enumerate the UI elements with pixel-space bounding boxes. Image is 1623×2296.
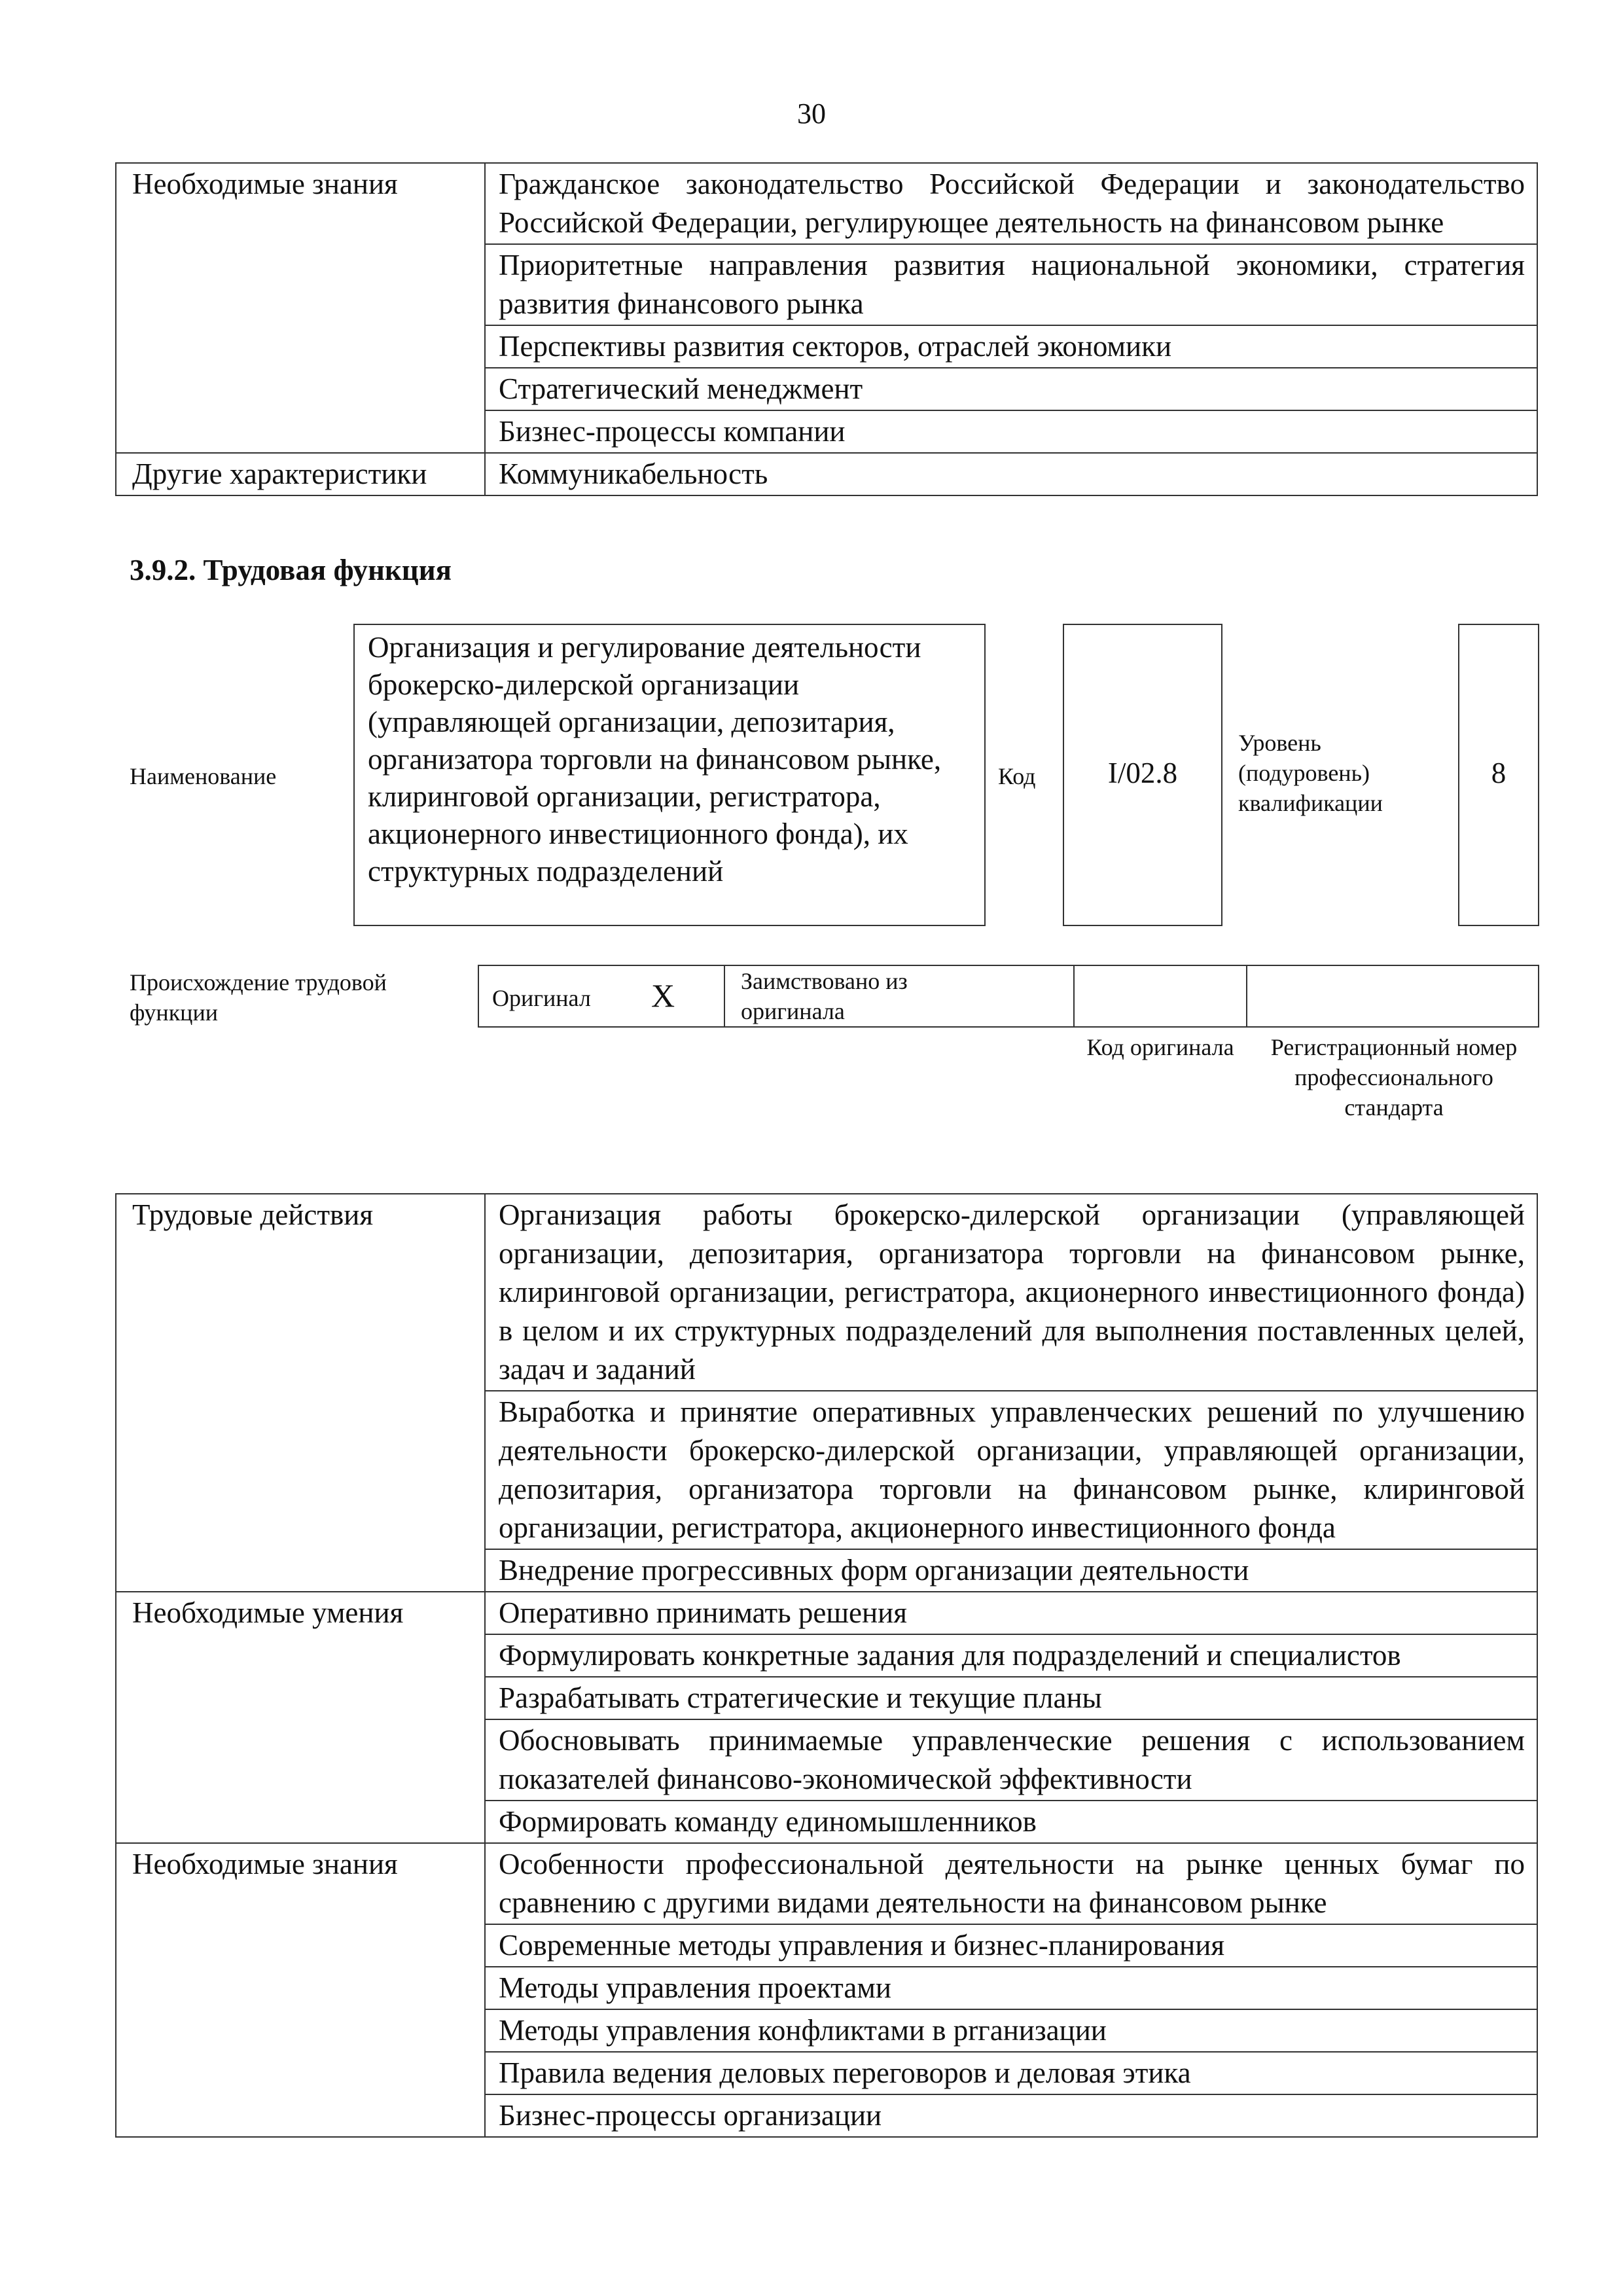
table-cell: Оперативно принимать решения [485, 1592, 1537, 1634]
table-cell: Разрабатывать стратегические и текущие планы [485, 1677, 1537, 1719]
table-cell: Организация работы брокерско-дилерской организации (управляющей организации, депозитария, организатора торговли на финансовом рынке, клиринговой организации, регистратора, акционерного инвестиционного фонда) в целом и их структурных подразделений для выполнения поставленных целей, задач и заданий [485, 1194, 1537, 1391]
table-cell: Методы управления проектами [485, 1967, 1537, 2009]
reg-number-cell [1246, 965, 1539, 1028]
table-cell: Выработка и принятие оперативных управленческих решений по улучшению деятельности брокерско-дилерской организации, управляющей организации, депозитария, организатора торговли на финансовом рынке, клиринговой организации, регистратора, акционерного инвестиционного фонда [485, 1391, 1537, 1549]
table-cell: Гражданское законодательство Российской Федерации и законодательство Российской Федерации, регулирующее деятельность на финансовом рынке [485, 163, 1537, 244]
row-label: Необходимые знания [116, 1843, 485, 2137]
name-label: Наименование [130, 763, 277, 789]
row-label: Трудовые действия [116, 1194, 485, 1592]
table-cell: Перспективы развития секторов, отраслей экономики [485, 325, 1537, 368]
table-cell: Коммуникабельность [485, 453, 1537, 495]
table-cell: Обосновывать принимаемые управленческие решения с использованием показателей финансово-экономической эффективности [485, 1719, 1537, 1801]
table-cell: Правила ведения деловых переговоров и деловая этика [485, 2052, 1537, 2094]
table-cell: Бизнес-процессы компании [485, 410, 1537, 453]
table-row [116, 1592, 1537, 1634]
level-value: 8 [1491, 757, 1507, 789]
table-cell: Формулировать конкретные задания для подразделений и специалистов [485, 1634, 1537, 1677]
table-cell: Приоритетные направления развития национальной экономики, стратегия развития финансового рынка [485, 244, 1537, 325]
table-cell: Бизнес-процессы организации [485, 2094, 1537, 2137]
origin-label: Происхождение трудовой функции [130, 969, 387, 1026]
page-number: 30 [797, 98, 826, 130]
table-cell: Методы управления конфликтами в рrганизации [485, 2009, 1537, 2052]
table-cell: Современные методы управления и бизнес-планирования [485, 1924, 1537, 1967]
table-row [116, 1843, 1537, 1924]
code-value: I/02.8 [1107, 757, 1178, 789]
level-label: Уровень (подуровень) квалификации [1238, 730, 1383, 816]
table-cell: Особенности профессиональной деятельности на рынке ценных бумаг по сравнению с другими видами деятельности на финансовом рынке [485, 1843, 1537, 1924]
row-label: Необходимые знания [116, 163, 485, 453]
original-code-cell [1073, 965, 1247, 1028]
original-label: Оригинал [492, 985, 591, 1011]
table-row [116, 453, 1537, 495]
reg-caption: Регистрационный номер профессионального стандарта [1270, 1034, 1518, 1121]
table-cell: Стратегический менеджмент [485, 368, 1537, 410]
table-cell: Внедрение прогрессивных форм организации деятельности [485, 1549, 1537, 1592]
section-heading: 3.9.2. Трудовая функция [130, 554, 452, 586]
requirements-table-1 [115, 162, 1538, 496]
requirements-table-2 [115, 1193, 1538, 2138]
code-label: Код [998, 763, 1036, 789]
table-row [116, 1194, 1537, 1391]
code-caption: Код оригинала [1086, 1034, 1234, 1060]
row-label: Другие характеристики [116, 453, 485, 495]
row-label: Необходимые умения [116, 1592, 485, 1843]
table-row [116, 163, 1537, 244]
function-name-box: Организация и регулирование деятельности брокерско-дилерской организации (управляющей организации, депозитария, организатора торговли на финансовом рынке, клиринговой организации, регистратора, акционерного инвестиционного фонда), их структурных подразделений [353, 624, 986, 926]
table-cell: Формировать команду единомышленников [485, 1801, 1537, 1843]
borrowed-label: Заимствовано из оригинала [741, 968, 908, 1024]
original-mark: X [651, 977, 675, 1014]
